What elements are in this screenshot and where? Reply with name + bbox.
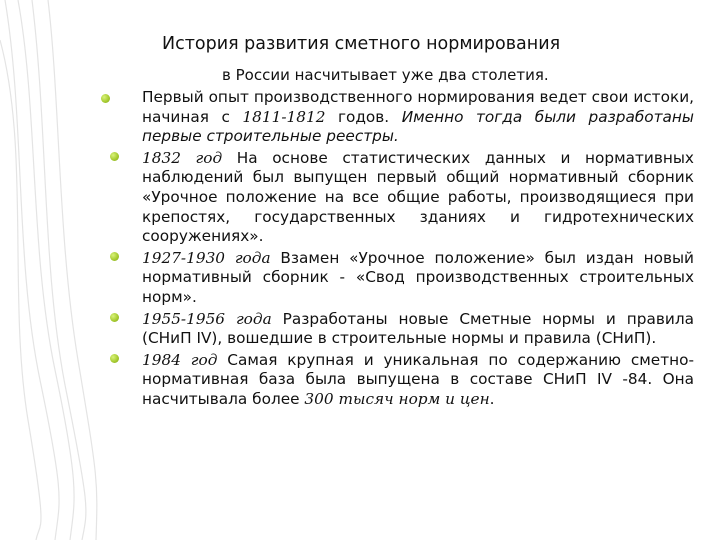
decorative-lines <box>0 0 120 540</box>
history-list <box>142 88 694 412</box>
item-year: 1955-1956 года <box>142 309 272 328</box>
slide-subtitle: в России насчитывает уже два столетия. <box>222 66 549 84</box>
list-item <box>142 249 694 308</box>
item-text: годов. <box>325 107 402 126</box>
list-item <box>142 149 694 247</box>
bullet-icon <box>110 152 119 161</box>
bullet-icon <box>110 252 119 261</box>
list-item <box>142 88 694 147</box>
item-year: 1832 год <box>142 148 223 167</box>
bullet-icon <box>101 94 110 103</box>
item-text: Первый опыт производственного нормирования ведет свои истоки, начиная с <box>142 88 694 126</box>
item-text: . <box>489 389 495 408</box>
item-emphasis: 300 тысяч норм и цен <box>304 389 490 408</box>
item-text: Разработаны новые Сметные нормы и правила (СНиП IV), вошедшие в строительные нормы и правила (СНиП). <box>142 309 694 348</box>
bullet-icon <box>110 354 119 363</box>
item-text: На основе статистических данных и нормативных наблюдений был выпущен первый общий нормативный сборник «Урочное положение на все общие работы, производящиеся при крепостях, государственных зданиях и гидротехнических сооружениях». <box>142 148 694 246</box>
item-text: Взамен «Урочное положение» был издан новый нормативный сборник - «Свод производственных строительных норм». <box>142 248 694 306</box>
list-item <box>142 351 694 410</box>
item-year: 1927-1930 года <box>142 248 271 267</box>
item-text: Самая крупная и уникальная по содержанию сметно-нормативная база была выпущена в составе СНиП IV -84. Она насчитывала более <box>142 350 694 408</box>
item-italic-text: Именно тогда были разработаны первые строительные реестры. <box>142 107 694 146</box>
list-item <box>142 310 694 349</box>
item-year: 1811-1812 <box>242 107 326 126</box>
item-year: 1984 год <box>142 350 218 369</box>
bullet-icon <box>110 313 119 322</box>
slide-title: История развития сметного нормирования <box>162 34 561 54</box>
